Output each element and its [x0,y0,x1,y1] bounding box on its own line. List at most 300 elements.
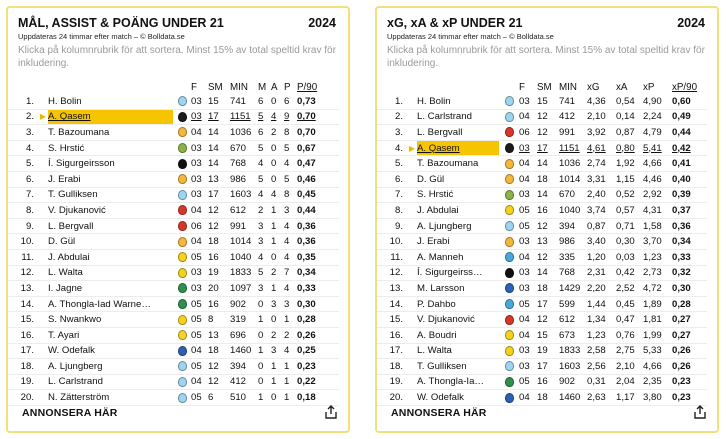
xa-cell: 2,52 [616,281,643,297]
player-name-cell[interactable] [48,234,173,250]
p90-cell: 0,67 [297,140,339,156]
table-row[interactable] [8,203,339,219]
player-name[interactable]: L. Walta [48,267,83,279]
a-cell: 2 [271,327,284,343]
club-badge-icon [505,112,514,122]
xp-cell: 4,79 [643,125,672,141]
player-name[interactable]: A. Thongla-Ia… [417,376,485,388]
f-cell: 03 [519,281,537,297]
player-name[interactable]: T. Bazoumana [417,158,479,170]
player-name[interactable]: M. Larsson [417,282,465,294]
player-name-cell[interactable] [417,312,499,328]
min-cell: 319 [230,312,258,328]
xa-cell: 2,04 [616,374,643,390]
player-name-cell[interactable] [48,296,173,312]
min-cell: 1603 [559,359,587,375]
player-name[interactable]: W. Odefalk [48,345,95,357]
min-cell: 612 [559,312,587,328]
sm-cell: 12 [537,125,559,141]
table-row[interactable] [377,109,707,125]
player-name-cell[interactable] [48,125,173,141]
table-row[interactable] [377,249,707,265]
player-name-cell[interactable] [48,109,173,125]
sm-cell: 18 [537,171,559,187]
player-name-cell[interactable] [417,374,499,390]
col-header-xa[interactable]: xA [616,82,628,93]
player-name[interactable]: T. Bazoumana [48,126,110,138]
table-row[interactable] [8,327,339,343]
table-row[interactable] [377,218,707,234]
player-name-cell[interactable] [417,281,499,297]
player-name[interactable]: A. Boudri [417,329,457,341]
club-badge-cell [173,327,191,343]
col-header-sm[interactable]: SM [208,82,223,93]
club-badge-icon [505,96,514,106]
m-cell: 5 [258,109,271,125]
table-row[interactable] [377,312,707,328]
club-badge-cell [499,125,519,141]
player-name-cell[interactable] [48,218,173,234]
table-row[interactable] [377,343,707,359]
player-name-cell[interactable] [48,327,173,343]
player-name[interactable]: T. Ayari [48,329,80,341]
f-cell: 03 [519,343,537,359]
f-cell: 05 [191,249,208,265]
min-cell: 1040 [559,203,587,219]
table-row[interactable] [377,187,707,203]
table-row[interactable] [8,109,339,125]
xp-cell: 4,66 [643,156,672,172]
spacer-cell [407,125,417,141]
sm-cell: 6 [208,390,230,406]
spacer-cell [38,312,48,328]
player-name-cell[interactable] [417,359,499,375]
club-badge-icon [178,393,187,403]
m-cell: 5 [258,171,271,187]
player-name[interactable]: S. Nwankwo [48,314,102,326]
player-name[interactable]: D. Gül [48,236,76,248]
player-name[interactable]: A. Qasem [48,111,91,123]
club-badge-icon [505,159,514,169]
table-row[interactable] [8,249,339,265]
col-header-a[interactable]: A [271,82,278,93]
xa-cell: 1,17 [616,390,643,406]
club-badge-icon [178,377,187,387]
col-header-f[interactable]: F [191,82,197,93]
col-header-m[interactable]: M [258,82,267,93]
table-row[interactable] [377,374,707,390]
player-name-cell[interactable] [417,234,499,250]
p-cell: 4 [284,343,297,359]
xp90-cell: 0,23 [672,390,707,406]
goals-assists-points-widget [6,6,350,433]
f-cell: 03 [191,281,208,297]
rank-cell: 11. [8,249,38,265]
player-name-cell[interactable] [48,171,173,187]
col-header-min[interactable]: MIN [230,82,248,93]
min-cell: 1429 [559,281,587,297]
f-cell: 06 [191,218,208,234]
player-name-cell[interactable] [48,312,173,328]
player-name-cell[interactable] [48,203,173,219]
p-cell: 3 [284,296,297,312]
min-cell: 394 [230,359,258,375]
player-name-cell[interactable] [48,187,173,203]
a-cell: 0 [271,249,284,265]
spacer-cell [38,374,48,390]
p90-cell: 0,35 [297,249,339,265]
min-cell: 1097 [230,281,258,297]
club-badge-cell [499,359,519,375]
player-name[interactable]: I. Jagne [48,282,83,294]
player-name[interactable]: S. Hrstić [417,189,454,201]
share-icon[interactable] [693,405,707,419]
rank-cell: 9. [377,218,407,234]
f-cell: 04 [191,343,208,359]
table-row[interactable] [377,125,707,141]
player-name-cell[interactable] [417,187,499,203]
p90-cell: 0,44 [297,203,339,219]
f-cell: 05 [191,312,208,328]
table-row[interactable] [377,156,707,172]
rank-cell: 12. [377,265,407,281]
club-badge-cell [173,203,191,219]
a-cell: 4 [271,187,284,203]
col-header-xp[interactable]: xP [643,82,655,93]
rank-cell: 11. [377,249,407,265]
rank-cell: 2. [377,109,407,125]
player-name-cell[interactable] [417,171,499,187]
table-row[interactable] [8,156,339,172]
player-name-cell[interactable] [417,265,499,281]
table-row[interactable] [8,171,339,187]
min-cell: 991 [230,218,258,234]
xp90-cell: 0,27 [672,312,707,328]
player-name-cell[interactable] [48,390,173,406]
table-row[interactable] [8,359,339,375]
xg-cell: 3,74 [587,203,616,219]
club-badge-icon [505,346,514,356]
player-name[interactable]: V. Djukanović [48,204,106,216]
min-cell: 1833 [230,265,258,281]
xp90-cell: 0,42 [672,140,707,156]
table-row[interactable] [8,296,339,312]
table-row[interactable] [377,296,707,312]
p90-cell: 0,23 [297,359,339,375]
player-name[interactable]: A. Ljungberg [48,360,103,372]
xp-cell: 2,92 [643,187,672,203]
club-badge-cell [173,374,191,390]
rank-cell: 10. [377,234,407,250]
xg-cell: 0,87 [587,218,616,234]
col-header-xg[interactable]: xG [587,82,600,93]
table-row[interactable] [8,218,339,234]
a-cell: 3 [271,296,284,312]
player-name[interactable]: L. Bergvall [48,220,94,232]
player-name[interactable]: T. Gulliksen [48,189,98,201]
player-name[interactable]: H. Bolin [48,95,82,107]
player-name-cell[interactable] [417,343,499,359]
table-row[interactable] [377,265,707,281]
min-cell: 1040 [230,249,258,265]
rank-cell: 8. [377,203,407,219]
spacer-cell [38,218,48,234]
min-cell: 673 [559,327,587,343]
club-badge-icon [505,393,514,403]
table-row[interactable] [8,234,339,250]
player-name-cell[interactable] [417,125,499,141]
player-name-cell[interactable] [417,249,499,265]
sm-cell: 14 [208,156,230,172]
player-name[interactable]: J. Erabi [48,173,81,185]
xa-cell: 1,15 [616,171,643,187]
xp-cell: 2,35 [643,374,672,390]
sort-instructions: Klicka på kolumnrubrik för att sortera. Minst 15% av total speltid krav för inkludering. [387,45,705,69]
rank-cell: 18. [377,359,407,375]
m-cell: 2 [258,203,271,219]
f-cell: 03 [519,265,537,281]
xa-cell: 1,92 [616,156,643,172]
player-name[interactable]: L. Walta [417,345,452,357]
table-row[interactable] [8,281,339,297]
player-name[interactable]: J. Erabi [417,236,450,248]
club-badge-icon [178,330,187,340]
table-header-row [8,81,339,94]
player-name[interactable]: H. Bolin [417,95,451,107]
f-cell: 03 [191,156,208,172]
player-name-cell[interactable] [48,94,173,109]
min-cell: 1014 [230,234,258,250]
col-header-p90[interactable]: P/90 [297,82,318,93]
col-header-xp90[interactable]: xP/90 [672,82,698,93]
club-badge-icon [505,252,514,262]
rank-cell: 17. [8,343,38,359]
club-badge-cell [173,171,191,187]
p90-cell: 0,36 [297,218,339,234]
f-cell: 03 [519,140,537,156]
player-name-cell[interactable] [417,109,499,125]
player-name-cell[interactable] [48,156,173,172]
spacer-cell [38,281,48,297]
f-cell: 04 [519,312,537,328]
club-badge-cell [173,234,191,250]
xg-cell: 2,74 [587,156,616,172]
rank-cell: 16. [377,327,407,343]
player-name-cell[interactable] [48,265,173,281]
table-row[interactable] [8,125,339,141]
club-badge-cell [499,249,519,265]
min-cell: 991 [559,125,587,141]
xg-cell: 1,23 [587,327,616,343]
p-cell: 1 [284,312,297,328]
xp90-cell: 0,39 [672,187,707,203]
player-name-cell[interactable] [417,203,499,219]
player-name-cell[interactable] [417,156,499,172]
m-cell: 1 [258,343,271,359]
player-name[interactable]: A. Ljungberg [417,220,472,232]
spacer-cell [38,296,48,312]
xp90-cell: 0,32 [672,265,707,281]
rank-cell: 13. [377,281,407,297]
club-badge-cell [499,390,519,406]
player-name[interactable]: T. Gulliksen [417,360,467,372]
player-name-cell[interactable] [48,343,173,359]
player-name[interactable]: W. Odefalk [417,392,464,404]
player-name-cell[interactable] [417,218,499,234]
min-cell: 768 [559,265,587,281]
spacer-cell [38,343,48,359]
rank-cell: 18. [8,359,38,375]
player-name[interactable]: A. Thongla-Iad Warne… [48,298,151,310]
xp90-cell: 0,26 [672,343,707,359]
player-name[interactable]: Í. Sigurgeirss… [417,267,483,279]
m-cell: 4 [258,156,271,172]
stats-table [377,81,707,406]
share-icon[interactable] [324,405,338,419]
club-badge-icon [178,299,187,309]
club-badge-icon [505,190,514,200]
a-cell: 1 [271,359,284,375]
spacer-cell [38,327,48,343]
table-row[interactable] [377,359,707,375]
club-badge-icon [178,112,187,122]
club-badge-cell [499,343,519,359]
col-header-f[interactable]: F [519,82,525,93]
table-row[interactable] [8,187,339,203]
update-note: Uppdateras 24 timmar efter match – © Bolldata.se [387,32,554,41]
table-row[interactable] [8,374,339,390]
player-name-cell[interactable] [48,249,173,265]
m-cell: 4 [258,187,271,203]
player-name-cell[interactable] [48,140,173,156]
club-badge-cell [173,156,191,172]
f-cell: 03 [191,265,208,281]
player-name[interactable]: S. Hrstić [48,142,85,154]
p-cell: 4 [284,156,297,172]
table-row[interactable] [8,312,339,328]
sm-cell: 14 [208,125,230,141]
f-cell: 03 [519,234,537,250]
player-name[interactable]: V. Djukanović [417,314,475,326]
rank-cell: 9. [8,218,38,234]
table-row[interactable] [8,94,339,109]
f-cell: 03 [191,109,208,125]
sm-cell: 20 [208,281,230,297]
player-name-cell[interactable] [417,390,499,406]
sm-cell: 16 [208,249,230,265]
player-name[interactable]: Í. Sigurgeirsson [48,158,115,170]
table-row[interactable] [377,94,707,109]
club-badge-icon [505,330,514,340]
xg-cell: 4,36 [587,94,616,109]
advertise-link[interactable]: ANNONSERA HÄR [391,407,487,419]
col-header-sm[interactable]: SM [537,82,552,93]
player-name-cell[interactable] [417,296,499,312]
p90-cell: 0,22 [297,374,339,390]
club-badge-cell [173,218,191,234]
xa-cell: 0,47 [616,312,643,328]
table-row[interactable] [377,327,707,343]
table-row[interactable] [377,203,707,219]
table-row[interactable] [377,281,707,297]
widget-title: xG, xA & xP UNDER 21 [387,16,523,30]
sm-cell: 17 [537,140,559,156]
spacer-cell [407,156,417,172]
m-cell: 0 [258,327,271,343]
col-header-min[interactable]: MIN [559,82,577,93]
xa-cell: 0,30 [616,234,643,250]
p90-cell: 0,47 [297,156,339,172]
sm-cell: 19 [208,265,230,281]
min-cell: 768 [230,156,258,172]
player-name-cell[interactable] [48,374,173,390]
player-name-cell[interactable] [417,327,499,343]
a-cell: 0 [271,312,284,328]
player-name[interactable]: J. Abdulai [417,204,459,216]
player-name[interactable]: L. Carlstrand [48,376,103,388]
player-name-cell[interactable] [48,359,173,375]
f-cell: 04 [519,390,537,406]
advertise-link[interactable]: ANNONSERA HÄR [22,407,118,419]
club-badge-icon [178,346,187,356]
club-badge-icon [505,143,514,153]
table-row[interactable] [377,140,707,156]
table-row[interactable] [377,390,707,406]
spacer-cell [407,327,417,343]
xg-cell: 1,34 [587,312,616,328]
min-cell: 1151 [559,140,587,156]
col-header-p[interactable]: P [284,82,291,93]
club-badge-icon [178,143,187,153]
player-name[interactable]: L. Bergvall [417,126,463,138]
player-name[interactable]: D. Gül [417,173,445,185]
xg-cell: 2,63 [587,390,616,406]
player-name-cell[interactable] [48,281,173,297]
rank-cell: 15. [8,312,38,328]
player-name[interactable]: P. Dahbo [417,298,456,310]
xa-cell: 2,75 [616,343,643,359]
player-name[interactable]: N. Zätterström [48,392,110,404]
table-row[interactable] [377,171,707,187]
sm-cell: 14 [537,265,559,281]
player-name[interactable]: J. Abdulai [48,251,90,263]
player-name[interactable]: A. Manneh [417,251,464,263]
table-row[interactable] [8,390,339,406]
m-cell: 5 [258,140,271,156]
club-badge-cell [173,296,191,312]
table-row[interactable] [8,343,339,359]
min-cell: 335 [559,249,587,265]
player-name-cell[interactable] [417,94,499,109]
player-name-cell[interactable] [417,140,499,156]
m-cell: 1 [258,312,271,328]
xp-cell: 2,24 [643,109,672,125]
spacer-cell [407,281,417,297]
xa-cell: 0,87 [616,125,643,141]
table-row[interactable] [377,234,707,250]
table-row[interactable] [8,265,339,281]
p-cell: 5 [284,171,297,187]
xg-cell: 2,20 [587,281,616,297]
rank-cell: 5. [8,156,38,172]
f-cell: 03 [519,187,537,203]
player-name[interactable]: A. Qasem [417,142,460,154]
player-name[interactable]: L. Carlstrand [417,111,472,123]
min-cell: 902 [559,374,587,390]
table-row[interactable] [8,140,339,156]
p-cell: 8 [284,125,297,141]
sm-cell: 15 [537,94,559,109]
